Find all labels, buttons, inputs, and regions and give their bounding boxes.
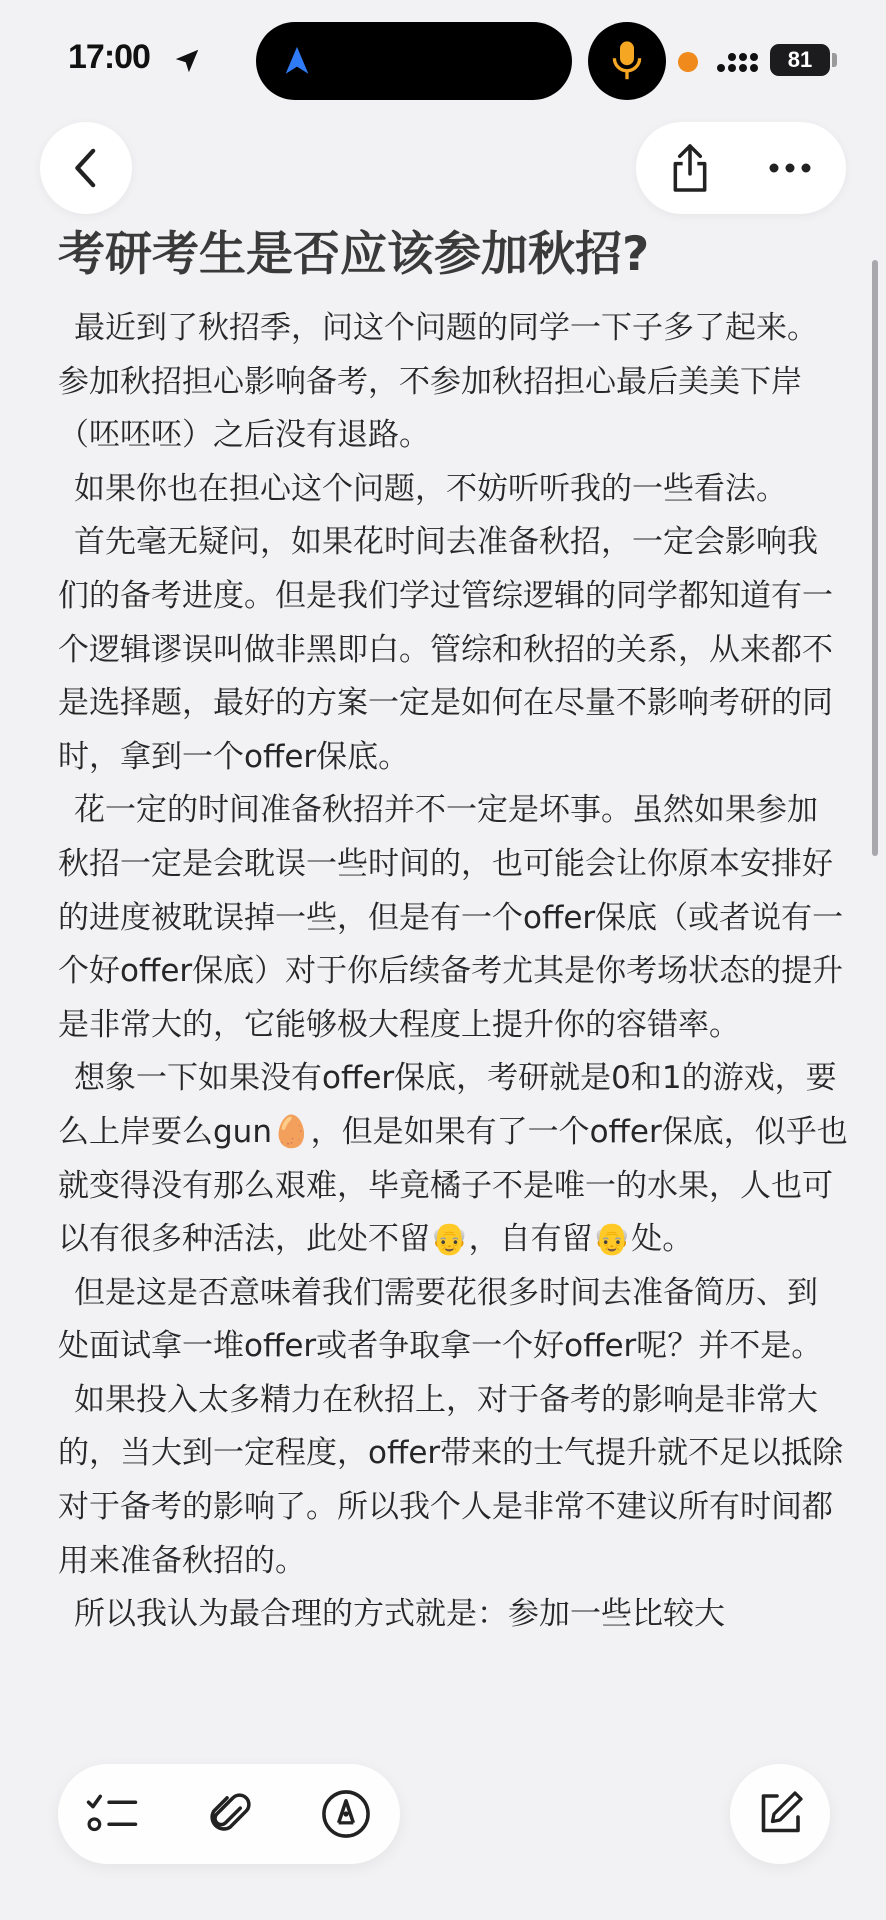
attachment-button[interactable] [198,1782,262,1846]
battery-cap [832,53,837,67]
location-arrow-icon [172,46,202,76]
dynamic-island[interactable] [256,22,572,100]
paragraph: 首先毫无疑问，如果花时间去准备秋招，一定会影响我们的备考进度。但是我们学过管综逻辑的同学都知道有一个逻辑谬误叫做非黑即白。管综和秋招的关系，从来都不是选择题，最好的方案一定是如何在尽量不影响考研的同时，拿到一个offer保底。 [58,524,833,775]
battery-level: 81 [770,44,830,76]
paragraph: 最近到了秋招季，问这个问题的同学一下子多了起来。参加秋招担心影响备考，不参加秋招担心最后美美下岸（呸呸呸）之后没有退路。 [58,310,818,454]
markup-button[interactable] [314,1782,378,1846]
scrollbar[interactable] [872,260,878,856]
pen-tip-icon [321,1789,371,1839]
note-body[interactable] [58,302,848,1642]
chevron-left-icon [71,148,101,188]
checklist-icon [85,1792,139,1836]
checklist-button[interactable] [80,1782,144,1846]
paragraph: 如果投入太多精力在秋招上，对于备考的影响是非常大的，当大到一定程度，offer带来的士气提升就不足以抵除对于备考的影响了。所以我个人是非常不建议所有时间都用来准备秋招的。 [58,1381,844,1579]
ellipsis-icon [768,162,812,174]
paragraph: 如果你也在担心这个问题，不妨听听我的一些看法。 [74,470,787,507]
back-button[interactable] [40,122,132,214]
navigation-icon [280,44,314,78]
status-time: 17:00 [68,38,150,76]
paperclip-icon [208,1789,252,1839]
note-title[interactable]: 考研考生是否应该参加秋招? [58,227,650,282]
paragraph: 所以我认为最合理的方式就是：参加一些比较大 [74,1596,725,1633]
compose-icon [756,1790,804,1838]
paragraph: 想象一下如果没有offer保底，考研就是0和1的游戏，要么上岸要么gun🥚，但是如果有了一个offer保底，似乎也就变得没有那么艰难，毕竟橘子不是唯一的水果，人也可以有很多种活法，此处不留👴，自有留👴处。 [58,1060,848,1258]
top-actions [636,122,846,214]
compose-button[interactable] [730,1764,830,1864]
cellular-signal-icon [716,48,760,74]
share-button[interactable] [658,136,722,200]
share-icon [668,143,712,193]
paragraph: 但是这是否意味着我们需要花很多时间去准备简历、到处面试拿一堆offer或者争取拿一个好offer呢？并不是。 [58,1274,823,1365]
privacy-indicator-dot [678,52,698,72]
paragraph: 花一定的时间准备秋招并不一定是坏事。虽然如果参加秋招一定是会耽误一些时间的，也可能会让你原本安排好的进度被耽误掉一些，但是有一个offer保底（或者说有一个好offer保底）对于你后续备考尤其是你考场状态的提升是非常大的，它能够极大程度上提升你的容错率。 [58,792,844,1043]
microphone-indicator [588,22,666,100]
bottom-toolbar [58,1764,400,1864]
more-options-button[interactable] [758,136,822,200]
microphone-icon [610,40,644,82]
status-bar [0,0,886,120]
